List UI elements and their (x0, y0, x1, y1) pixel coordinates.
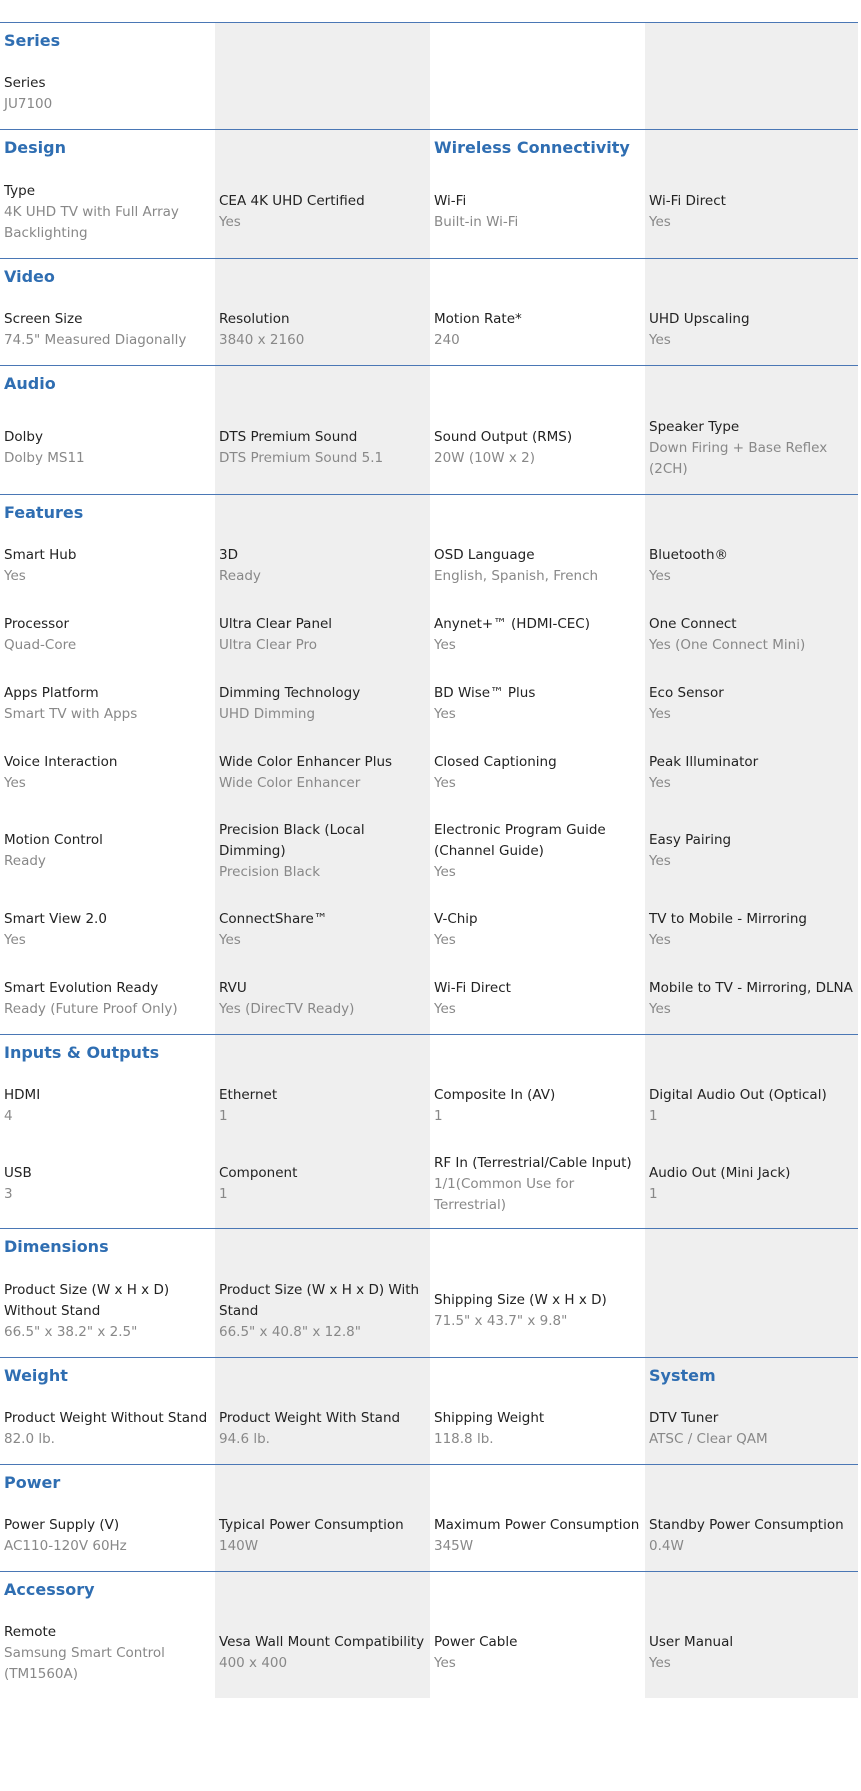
spec-value: DTS Premium Sound 5.1 (219, 450, 384, 466)
spec-value: Yes (649, 567, 671, 584)
spec-column (430, 1465, 645, 1571)
spec-label: Ethernet (219, 1086, 278, 1103)
spec-item (4, 600, 215, 669)
spec-label: Remote (4, 1623, 57, 1640)
spec-label: Smart Hub (4, 546, 77, 563)
spec-item (434, 807, 645, 895)
spec-value: 0.4W (649, 1538, 684, 1554)
spec-label: Ultra Clear Panel (219, 615, 333, 632)
spec-column (430, 259, 645, 365)
spec-value: 74.5" Measured Diagonally (4, 332, 187, 348)
spec-item (649, 166, 858, 258)
section-heading (434, 1465, 645, 1501)
spec-value: Wide Color Enhancer (219, 774, 361, 791)
spec-item (649, 1265, 858, 1357)
spec-value: 3840 x 2160 (219, 332, 305, 348)
section-heading: Series (4, 31, 61, 50)
spec-label: V-Chip (434, 910, 478, 927)
spec-label: Wi-Fi Direct (434, 980, 511, 996)
spec-value: 240 (434, 332, 460, 348)
spec-item (434, 669, 645, 738)
spec-section (0, 1357, 858, 1464)
spec-value: Precision Black (219, 863, 321, 880)
spec-column (430, 1035, 645, 1228)
spec-label: Apps Platform (4, 684, 99, 701)
spec-item (434, 1140, 645, 1228)
spec-value: Ready (219, 567, 261, 584)
section-heading (219, 1035, 430, 1071)
spec-column (215, 130, 430, 258)
spec-column (0, 1465, 215, 1571)
spec-label: Standby Power Consumption (649, 1517, 844, 1533)
spec-label: ConnectShare™ (219, 910, 328, 927)
spec-value: Yes (434, 774, 456, 791)
spec-section (0, 1464, 858, 1571)
spec-sheet (0, 22, 858, 1698)
spec-label: Smart View 2.0 (4, 910, 107, 927)
spec-value: 1 (219, 1107, 228, 1124)
section-heading (434, 495, 645, 531)
spec-value: 1 (434, 1107, 443, 1124)
section-heading: System (649, 1366, 716, 1385)
spec-item (4, 1071, 215, 1140)
spec-label: Type (4, 182, 36, 199)
spec-column (645, 1358, 858, 1464)
spec-value: English, Spanish, French (434, 567, 599, 584)
spec-value: Yes (One Connect Mini) (649, 636, 806, 653)
spec-label: Smart Evolution Ready (4, 980, 159, 996)
spec-value: Yes (434, 705, 456, 722)
spec-value: Yes (434, 1001, 456, 1017)
spec-label: Power Cable (434, 1634, 518, 1650)
spec-column (215, 1572, 430, 1698)
spec-value: Dolby MS11 (4, 450, 85, 466)
section-heading: Audio (4, 374, 56, 393)
spec-section (0, 129, 858, 258)
spec-column (430, 23, 645, 129)
spec-item (434, 402, 645, 494)
spec-item (4, 402, 215, 494)
spec-item (434, 1608, 645, 1698)
section-heading (219, 1229, 430, 1265)
spec-item (434, 59, 645, 129)
spec-label: Product Size (W x H x D) With Stand (219, 1281, 420, 1319)
spec-label: RVU (219, 980, 247, 996)
section-heading: Video (4, 267, 55, 286)
spec-column (645, 1229, 858, 1357)
spec-column (0, 1035, 215, 1228)
spec-value: 4 (4, 1107, 13, 1124)
section-heading (434, 366, 645, 402)
spec-item (219, 1071, 430, 1140)
spec-label: OSD Language (434, 546, 535, 563)
spec-value: Ultra Clear Pro (219, 636, 318, 653)
spec-value: 140W (219, 1538, 259, 1554)
spec-item (434, 1265, 645, 1357)
spec-label: Product Size (W x H x D) Without Stand (4, 1281, 170, 1319)
spec-column (215, 1035, 430, 1228)
spec-value: Yes (434, 863, 456, 880)
spec-value: Yes (649, 853, 671, 869)
spec-column (645, 1035, 858, 1228)
section-heading (219, 1572, 430, 1608)
spec-label: Digital Audio Out (Optical) (649, 1086, 827, 1103)
spec-label: Anynet+™ (HDMI-CEC) (434, 615, 591, 632)
spec-item (219, 964, 430, 1034)
spec-item (4, 1608, 215, 1698)
spec-label: Component (219, 1165, 298, 1181)
spec-value: Yes (434, 1655, 456, 1671)
spec-item (219, 1140, 430, 1228)
spec-item (649, 1394, 858, 1464)
spec-label: RF In (Terrestrial/Cable Input) (434, 1154, 632, 1171)
spec-item (649, 1071, 858, 1140)
spec-section (0, 494, 858, 1034)
spec-column (430, 1358, 645, 1464)
spec-value: Yes (4, 567, 26, 584)
spec-column (645, 495, 858, 1034)
spec-item (219, 402, 430, 494)
spec-item (434, 1501, 645, 1571)
spec-value: 1/1(Common Use for Terrestrial) (434, 1175, 575, 1213)
spec-label: One Connect (649, 615, 737, 632)
spec-label: Processor (4, 615, 70, 632)
section-heading (434, 1035, 645, 1071)
spec-item (4, 895, 215, 964)
spec-item (4, 1501, 215, 1571)
section-heading: Wireless Connectivity (434, 138, 630, 157)
spec-label: Closed Captioning (434, 753, 557, 770)
section-heading (434, 1358, 645, 1394)
spec-label: DTV Tuner (649, 1410, 719, 1426)
spec-column (430, 366, 645, 494)
spec-item (649, 807, 858, 895)
section-heading: Features (4, 503, 84, 522)
spec-value: Yes (649, 705, 671, 722)
spec-column (645, 23, 858, 129)
spec-column (0, 130, 215, 258)
spec-value: 82.0 lb. (4, 1431, 55, 1447)
spec-section (0, 1571, 858, 1698)
spec-value: Yes (4, 774, 26, 791)
spec-column (645, 1572, 858, 1698)
spec-item (434, 738, 645, 807)
spec-value: 20W (10W x 2) (434, 450, 536, 466)
spec-value: Yes (649, 332, 671, 348)
spec-value: 94.6 lb. (219, 1431, 270, 1447)
spec-value: Yes (219, 214, 241, 230)
section-heading: Dimensions (4, 1237, 109, 1256)
spec-column (0, 495, 215, 1034)
section-heading (649, 1035, 858, 1071)
spec-label: Eco Sensor (649, 684, 724, 701)
spec-item (649, 59, 858, 129)
section-heading (649, 1229, 858, 1265)
spec-label: Easy Pairing (649, 832, 732, 848)
spec-label: Precision Black (Local Dimming) (219, 821, 365, 859)
spec-label: Electronic Program Guide (Channel Guide) (434, 821, 606, 859)
spec-item (219, 295, 430, 365)
spec-label: Series (4, 75, 46, 91)
spec-column (645, 130, 858, 258)
spec-section (0, 365, 858, 494)
spec-value: Yes (649, 774, 671, 791)
section-heading: Weight (4, 1366, 68, 1385)
spec-item (649, 531, 858, 600)
spec-label: User Manual (649, 1634, 734, 1650)
spec-value: Down Firing + Base Reflex (2CH) (649, 439, 828, 477)
section-heading (649, 1465, 858, 1501)
spec-column (215, 1229, 430, 1357)
spec-item (434, 964, 645, 1034)
spec-section (0, 22, 858, 129)
spec-column (0, 1572, 215, 1698)
spec-value: Yes (649, 1655, 671, 1671)
spec-value: 1 (649, 1186, 658, 1202)
spec-item (649, 669, 858, 738)
spec-item (434, 166, 645, 258)
spec-value: 118.8 lb. (434, 1431, 494, 1447)
spec-column (0, 1358, 215, 1464)
spec-item (434, 895, 645, 964)
spec-label: Sound Output (RMS) (434, 429, 573, 445)
spec-item (649, 1140, 858, 1228)
section-heading (219, 1358, 430, 1394)
spec-label: DTS Premium Sound (219, 429, 358, 445)
spec-label: Mobile to TV - Mirroring, DLNA (649, 980, 853, 996)
spec-label: Motion Control (4, 832, 103, 848)
section-heading: Design (4, 138, 66, 157)
spec-label: Dolby (4, 429, 43, 445)
spec-item (649, 295, 858, 365)
spec-label: Shipping Weight (434, 1410, 545, 1426)
spec-column (430, 130, 645, 258)
section-heading (434, 1572, 645, 1608)
section-heading (219, 259, 430, 295)
spec-column (430, 1572, 645, 1698)
spec-item (649, 1608, 858, 1698)
spec-value: Quad-Core (4, 636, 77, 653)
spec-item (649, 738, 858, 807)
spec-value: 3 (4, 1186, 13, 1202)
spec-item (4, 59, 215, 129)
section-heading (219, 130, 430, 166)
spec-column (215, 259, 430, 365)
section-heading (649, 495, 858, 531)
spec-value: 66.5" x 40.8" x 12.8" (219, 1323, 361, 1340)
spec-item (4, 738, 215, 807)
spec-label: Dimming Technology (219, 684, 361, 701)
spec-item (219, 1265, 430, 1357)
spec-column (0, 23, 215, 129)
spec-label: Shipping Size (W x H x D) (434, 1292, 607, 1308)
spec-label: Motion Rate* (434, 311, 522, 327)
spec-label: Maximum Power Consumption (434, 1517, 640, 1533)
spec-item (219, 59, 430, 129)
spec-column (0, 366, 215, 494)
spec-item (4, 1265, 215, 1357)
section-heading (649, 23, 858, 59)
spec-label: USB (4, 1165, 32, 1181)
section-heading (219, 366, 430, 402)
spec-column (645, 259, 858, 365)
spec-value: Built-in Wi-Fi (434, 214, 519, 230)
spec-item (4, 531, 215, 600)
spec-label: Product Weight With Stand (219, 1410, 401, 1426)
spec-column (215, 23, 430, 129)
spec-label: Power Supply (V) (4, 1517, 120, 1533)
section-heading (649, 130, 858, 166)
spec-column (215, 495, 430, 1034)
spec-item (649, 1501, 858, 1571)
spec-item (219, 1394, 430, 1464)
spec-value: Ready (4, 853, 46, 869)
spec-label: Audio Out (Mini Jack) (649, 1165, 791, 1181)
section-heading (219, 1465, 430, 1501)
spec-item (434, 1071, 645, 1140)
spec-item (4, 166, 215, 258)
spec-column (215, 1465, 430, 1571)
spec-item (219, 531, 430, 600)
spec-item (649, 895, 858, 964)
section-heading (649, 1572, 858, 1608)
spec-item (4, 807, 215, 895)
spec-item (4, 669, 215, 738)
spec-value: UHD Dimming (219, 705, 316, 722)
spec-value: Samsung Smart Control (TM1560A) (4, 1644, 165, 1682)
spec-column (645, 366, 858, 494)
spec-label: Peak Illuminator (649, 753, 759, 770)
section-heading: Accessory (4, 1580, 95, 1599)
spec-label: Composite In (AV) (434, 1086, 556, 1103)
spec-label: Screen Size (4, 311, 83, 327)
spec-item (4, 1140, 215, 1228)
spec-value: Yes (649, 931, 671, 948)
spec-item (434, 531, 645, 600)
spec-value: 4K UHD TV with Full Array Backlighting (4, 203, 179, 241)
spec-column (430, 495, 645, 1034)
section-heading (219, 495, 430, 531)
spec-value: 66.5" x 38.2" x 2.5" (4, 1323, 138, 1340)
spec-label: CEA 4K UHD Certified (219, 193, 365, 209)
spec-item (4, 295, 215, 365)
spec-value: Yes (649, 214, 671, 230)
section-heading (649, 366, 858, 402)
spec-value: Ready (Future Proof Only) (4, 1001, 178, 1017)
spec-item (219, 1501, 430, 1571)
spec-section (0, 1228, 858, 1357)
spec-item (649, 964, 858, 1034)
spec-item (4, 1394, 215, 1464)
spec-item (434, 1394, 645, 1464)
section-heading (434, 23, 645, 59)
spec-item (219, 669, 430, 738)
spec-label: Voice Interaction (4, 753, 118, 770)
spec-label: BD Wise™ Plus (434, 684, 536, 701)
spec-label: Vesa Wall Mount Compatibility (219, 1634, 425, 1650)
spec-item (219, 600, 430, 669)
section-heading (434, 259, 645, 295)
spec-column (645, 1465, 858, 1571)
spec-value: JU7100 (4, 96, 53, 112)
spec-item (649, 600, 858, 669)
spec-item (4, 964, 215, 1034)
spec-value: Yes (219, 931, 241, 948)
spec-label: HDMI (4, 1086, 41, 1103)
spec-value: Yes (DirecTV Ready) (219, 1001, 355, 1017)
section-heading (434, 1229, 645, 1265)
spec-column (215, 1358, 430, 1464)
spec-value: Yes (434, 931, 456, 948)
spec-section (0, 1034, 858, 1228)
spec-label: Typical Power Consumption (219, 1517, 404, 1533)
spec-label: Product Weight Without Stand (4, 1410, 208, 1426)
spec-item (219, 807, 430, 895)
spec-value: Yes (4, 931, 26, 948)
spec-value: AC110-120V 60Hz (4, 1538, 127, 1554)
spec-value: Yes (434, 636, 456, 653)
spec-value: Smart TV with Apps (4, 705, 138, 722)
spec-item (219, 166, 430, 258)
spec-value: 1 (219, 1186, 228, 1202)
spec-item (219, 1608, 430, 1698)
spec-label: Wide Color Enhancer Plus (219, 753, 393, 770)
spec-label: Resolution (219, 311, 290, 327)
spec-value: ATSC / Clear QAM (649, 1431, 768, 1447)
spec-item (434, 295, 645, 365)
spec-label: TV to Mobile - Mirroring (649, 910, 808, 927)
spec-column (0, 1229, 215, 1357)
section-heading (219, 23, 430, 59)
section-heading (649, 259, 858, 295)
spec-label: Bluetooth® (649, 546, 729, 563)
spec-item (649, 402, 858, 494)
spec-item (434, 600, 645, 669)
spec-item (219, 895, 430, 964)
spec-value: 1 (649, 1107, 658, 1124)
spec-column (0, 259, 215, 365)
spec-value: 71.5" x 43.7" x 9.8" (434, 1313, 568, 1329)
spec-value: 400 x 400 (219, 1655, 288, 1671)
spec-label: Speaker Type (649, 418, 740, 435)
spec-label: Wi-Fi (434, 193, 467, 209)
spec-column (430, 1229, 645, 1357)
section-heading: Inputs & Outputs (4, 1043, 160, 1062)
spec-item (219, 738, 430, 807)
spec-section (0, 258, 858, 365)
spec-value: 345W (434, 1538, 474, 1554)
spec-value: Yes (649, 1001, 671, 1017)
spec-column (215, 366, 430, 494)
spec-label: 3D (219, 546, 238, 563)
section-heading: Power (4, 1473, 61, 1492)
spec-label: UHD Upscaling (649, 311, 750, 327)
spec-label: Wi-Fi Direct (649, 193, 726, 209)
